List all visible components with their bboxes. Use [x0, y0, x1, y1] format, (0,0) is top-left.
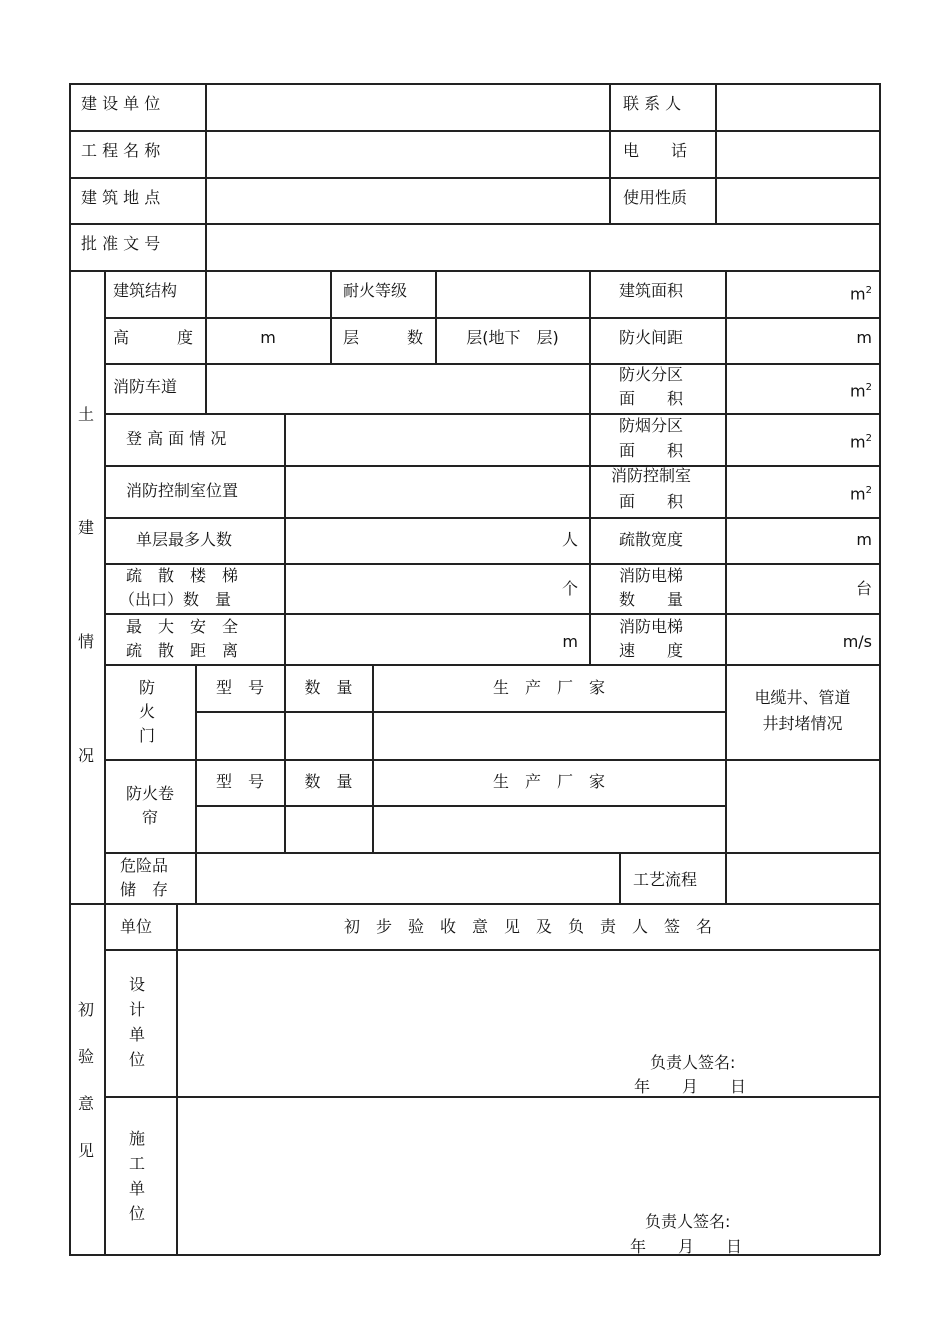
col-quantity: 数 量 — [304, 678, 353, 697]
label-storeys: 层 数 — [343, 328, 424, 347]
label-smoke-compartment-area: 面 积 — [619, 441, 684, 460]
label-construction-contractor: 施 工 单 位 — [128, 1129, 145, 1223]
label-design-unit: 设 计 单 位 — [128, 975, 145, 1069]
rule — [69, 83, 880, 85]
date-label: 年 月 日 — [634, 1077, 747, 1096]
label-control-room: 消防控制室 — [611, 466, 692, 485]
col-unit: 单位 — [120, 917, 153, 936]
rule — [69, 270, 880, 272]
rule — [104, 317, 880, 319]
rule — [104, 517, 880, 519]
rule — [104, 363, 880, 365]
label-construction-unit: 建 设 单 位 — [81, 94, 161, 113]
label-approval-number: 批 准 文 号 — [81, 234, 161, 253]
rule — [176, 903, 178, 1255]
unit-area: $m^2$ — [850, 432, 872, 452]
rule — [195, 805, 725, 807]
col-model: 型 号 — [215, 678, 264, 697]
section-label-initial: 见 — [77, 1141, 94, 1160]
rule — [879, 83, 881, 1255]
label-stair-count: 疏 散 楼 梯 — [126, 566, 239, 585]
rule — [104, 664, 880, 666]
rule — [284, 413, 286, 664]
rule — [104, 563, 880, 565]
label-fire-lane: 消防车道 — [113, 377, 178, 396]
unit-height: m — [260, 328, 276, 347]
label-fire-spacing: 防火间距 — [619, 328, 684, 347]
rule — [435, 270, 437, 363]
rule — [69, 903, 880, 905]
label-structure: 建筑结构 — [113, 281, 178, 300]
rule — [195, 711, 725, 713]
unit-width: m — [856, 530, 872, 549]
rule — [609, 83, 611, 223]
label-process-flow: 工艺流程 — [633, 870, 698, 889]
signature-label: 负责人签名: — [645, 1212, 731, 1231]
unit-area: $m^2$ — [850, 381, 872, 401]
rule — [619, 852, 621, 903]
unit-area: $m^2$ — [850, 284, 872, 304]
col-manufacturer: 生 产 厂 家 — [492, 678, 605, 697]
rule — [104, 613, 880, 615]
label-shaft-sealing: 电缆井、管道 — [754, 688, 851, 707]
unit-elevators: 台 — [855, 579, 872, 598]
col-manufacturer: 生 产 厂 家 — [492, 772, 605, 791]
label-stair-count-2: （出口）数 量 — [119, 590, 232, 609]
label-fire-compartment: 防火分区 — [619, 365, 684, 384]
unit-distance: m — [562, 632, 578, 651]
section-label-civil: 建 — [77, 518, 94, 537]
value-storeys: 层(地下 层) — [466, 328, 559, 347]
unit-persons: 人 — [561, 530, 578, 549]
label-control-room-location: 消防控制室位置 — [126, 481, 239, 500]
unit-count: 个 — [561, 579, 578, 598]
label-fire-shutter: 防火卷 — [125, 784, 174, 803]
label-fire-compartment-area: 面 积 — [619, 389, 684, 408]
rule — [104, 852, 880, 854]
section-label-civil: 土 — [77, 405, 94, 424]
label-building-location: 建 筑 地 点 — [81, 188, 161, 207]
rule — [205, 83, 207, 270]
label-hazmat-storage-2: 储 存 — [120, 880, 169, 899]
label-floor-area: 建筑面积 — [619, 281, 684, 300]
label-height: 高 度 — [113, 328, 194, 347]
section-label-initial: 意 — [77, 1094, 94, 1113]
label-shaft-sealing-2: 井封堵情况 — [762, 714, 843, 733]
label-hazmat-storage: 危险品 — [120, 856, 169, 875]
date-label: 年 月 日 — [630, 1237, 743, 1256]
label-usage: 使用性质 — [623, 188, 688, 207]
label-fire-elevator: 消防电梯 — [619, 617, 684, 636]
label-aerial-access: 登 高 面 情 况 — [126, 429, 227, 448]
unit-speed: m/s — [842, 632, 872, 651]
rule — [104, 270, 106, 1255]
label-fire-elevator-speed: 速 度 — [619, 641, 684, 660]
signature-label: 负责人签名: — [650, 1053, 736, 1072]
rule — [195, 711, 197, 759]
label-evacuation-width: 疏散宽度 — [619, 530, 684, 549]
label-fire-rating: 耐火等级 — [343, 281, 408, 300]
rule — [69, 130, 880, 132]
rule — [104, 759, 880, 761]
label-project-name: 工 程 名 称 — [81, 141, 161, 160]
rule — [715, 83, 717, 223]
rule — [104, 949, 880, 951]
label-max-evac-distance-2: 疏 散 距 离 — [126, 641, 239, 660]
rule — [104, 1096, 880, 1098]
rule — [69, 1254, 880, 1256]
col-model: 型 号 — [215, 772, 264, 791]
section-label-civil: 情 — [77, 632, 94, 651]
col-quantity: 数 量 — [304, 772, 353, 791]
label-control-room-area: 面 积 — [619, 492, 684, 511]
label-fire-elevator: 消防电梯 — [619, 566, 684, 585]
rule — [589, 270, 591, 664]
label-smoke-compartment: 防烟分区 — [619, 416, 684, 435]
unit-area: $m^2$ — [850, 484, 872, 504]
rule — [195, 805, 197, 852]
section-label-initial: 验 — [77, 1047, 94, 1066]
label-max-evac-distance: 最 大 安 全 — [126, 617, 239, 636]
label-max-occupants: 单层最多人数 — [136, 530, 233, 549]
label-contact-person: 联 系 人 — [623, 94, 682, 113]
unit-spacing: m — [856, 328, 872, 347]
rule — [69, 223, 880, 225]
col-opinion-title: 初 步 验 收 意 见 及 负 责 人 签 名 — [343, 917, 712, 936]
section-label-civil: 况 — [77, 746, 94, 765]
rule — [104, 465, 880, 467]
label-fire-elevator-count: 数 量 — [619, 590, 684, 609]
rule — [195, 852, 197, 903]
label-phone: 电 话 — [623, 141, 688, 160]
rule — [725, 270, 727, 903]
rule — [69, 83, 71, 1255]
section-label-initial: 初 — [77, 1000, 94, 1019]
rule — [330, 270, 332, 363]
label-fire-shutter-2: 帘 — [141, 808, 158, 827]
rule — [69, 177, 880, 179]
rule — [104, 413, 880, 415]
label-fire-door: 防 火 门 — [138, 678, 155, 745]
